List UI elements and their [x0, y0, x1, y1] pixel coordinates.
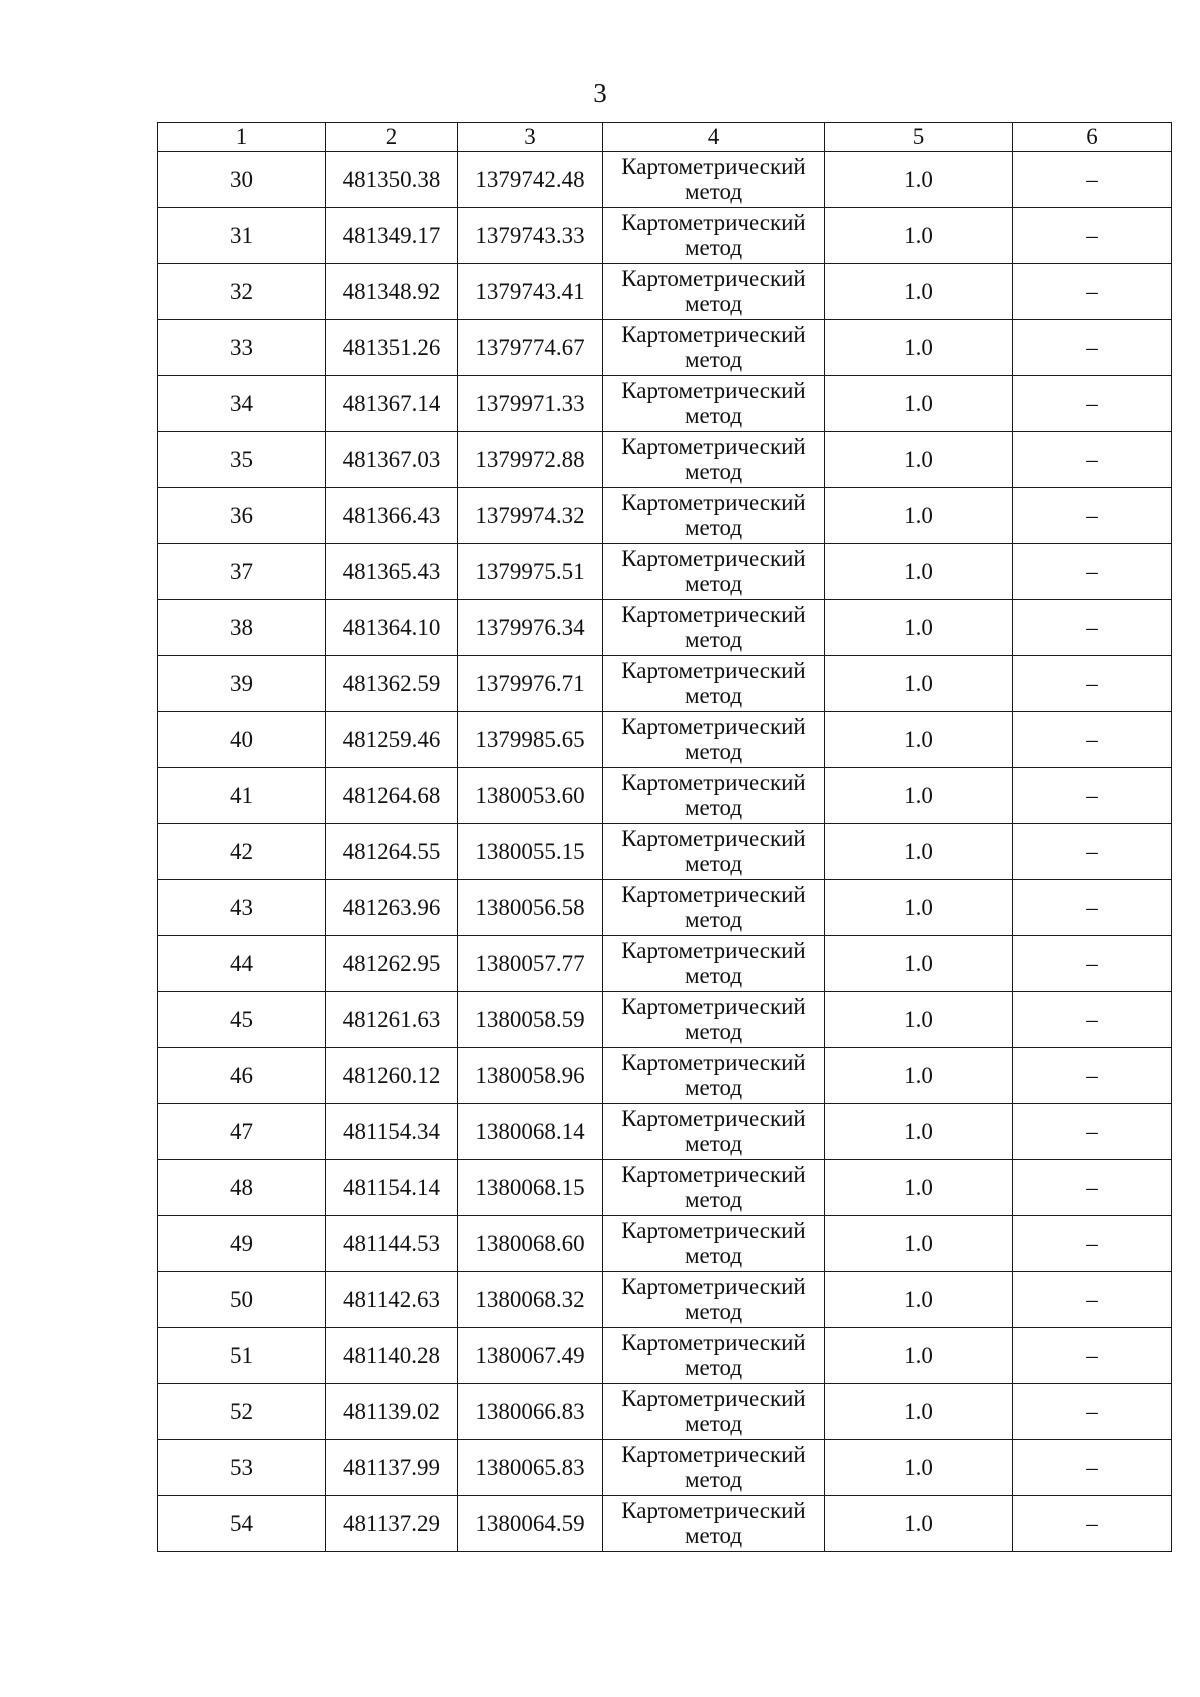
- table-row: [158, 1384, 1172, 1440]
- table-row: [158, 488, 1172, 544]
- accuracy-cell: 1.0: [825, 320, 1013, 376]
- method-cell: [603, 1272, 825, 1328]
- method-line-1: Картометрический: [621, 938, 806, 963]
- y-coordinate-cell: 1379742.48: [458, 152, 603, 208]
- point-number-cell: 50: [158, 1272, 326, 1328]
- accuracy-cell: 1.0: [825, 432, 1013, 488]
- table-row: [158, 824, 1172, 880]
- accuracy-cell: 1.0: [825, 1048, 1013, 1104]
- method-line-2: метод: [684, 1187, 743, 1212]
- method-line-2: метод: [684, 851, 743, 876]
- note-cell: –: [1013, 208, 1172, 264]
- point-number-cell: 32: [158, 264, 326, 320]
- accuracy-cell: 1.0: [825, 712, 1013, 768]
- method-cell: [603, 544, 825, 600]
- point-number-cell: 54: [158, 1496, 326, 1552]
- point-number-cell: 39: [158, 656, 326, 712]
- method-line-1: Картометрический: [621, 378, 806, 403]
- method-line-1: Картометрический: [621, 1050, 806, 1075]
- method-line-1: Картометрический: [621, 266, 806, 291]
- x-coordinate-cell: 481154.34: [326, 1104, 458, 1160]
- method-line-1: Картометрический: [621, 1106, 806, 1131]
- y-coordinate-cell: 1380066.83: [458, 1384, 603, 1440]
- table-row: [158, 544, 1172, 600]
- x-coordinate-cell: 481264.68: [326, 768, 458, 824]
- point-number-cell: 38: [158, 600, 326, 656]
- method-cell: [603, 1496, 825, 1552]
- note-cell: –: [1013, 1216, 1172, 1272]
- y-coordinate-cell: 1380057.77: [458, 936, 603, 992]
- table-row: [158, 656, 1172, 712]
- point-number-cell: 48: [158, 1160, 326, 1216]
- point-number-cell: 52: [158, 1384, 326, 1440]
- method-line-2: метод: [684, 683, 743, 708]
- note-cell: –: [1013, 544, 1172, 600]
- x-coordinate-cell: 481137.99: [326, 1440, 458, 1496]
- x-coordinate-cell: 481366.43: [326, 488, 458, 544]
- accuracy-cell: 1.0: [825, 264, 1013, 320]
- x-coordinate-cell: 481263.96: [326, 880, 458, 936]
- accuracy-cell: 1.0: [825, 1496, 1013, 1552]
- method-line-1: Картометрический: [621, 826, 806, 851]
- note-cell: –: [1013, 1104, 1172, 1160]
- method-cell: [603, 1328, 825, 1384]
- note-cell: –: [1013, 1328, 1172, 1384]
- method-line-2: метод: [684, 347, 743, 372]
- y-coordinate-cell: 1379976.71: [458, 656, 603, 712]
- table-row: [158, 880, 1172, 936]
- table-row: [158, 768, 1172, 824]
- method-cell: [603, 488, 825, 544]
- accuracy-cell: 1.0: [825, 1440, 1013, 1496]
- method-line-2: метод: [684, 963, 743, 988]
- table-row: [158, 1496, 1172, 1552]
- x-coordinate-cell: 481350.38: [326, 152, 458, 208]
- method-line-2: метод: [684, 571, 743, 596]
- method-line-1: Картометрический: [621, 1386, 806, 1411]
- note-cell: –: [1013, 600, 1172, 656]
- table-row: [158, 152, 1172, 208]
- y-coordinate-cell: 1380067.49: [458, 1328, 603, 1384]
- x-coordinate-cell: 481259.46: [326, 712, 458, 768]
- x-coordinate-cell: 481260.12: [326, 1048, 458, 1104]
- method-line-1: Картометрический: [621, 322, 806, 347]
- y-coordinate-cell: 1379743.41: [458, 264, 603, 320]
- header-row: [158, 123, 1172, 152]
- accuracy-cell: 1.0: [825, 152, 1013, 208]
- method-line-1: Картометрический: [621, 994, 806, 1019]
- table-row: [158, 936, 1172, 992]
- table-row: [158, 712, 1172, 768]
- method-line-1: Картометрический: [621, 1274, 806, 1299]
- point-number-cell: 53: [158, 1440, 326, 1496]
- table-row: [158, 376, 1172, 432]
- method-line-1: Картометрический: [621, 546, 806, 571]
- note-cell: –: [1013, 488, 1172, 544]
- table-body: [158, 152, 1172, 1552]
- accuracy-cell: 1.0: [825, 1328, 1013, 1384]
- point-number-cell: 33: [158, 320, 326, 376]
- y-coordinate-cell: 1380058.59: [458, 992, 603, 1048]
- method-line-2: метод: [684, 907, 743, 932]
- table-row: [158, 1160, 1172, 1216]
- x-coordinate-cell: 481139.02: [326, 1384, 458, 1440]
- accuracy-cell: 1.0: [825, 1160, 1013, 1216]
- method-line-2: метод: [684, 235, 743, 260]
- method-line-1: Картометрический: [621, 714, 806, 739]
- y-coordinate-cell: 1380068.14: [458, 1104, 603, 1160]
- y-coordinate-cell: 1380055.15: [458, 824, 603, 880]
- x-coordinate-cell: 481349.17: [326, 208, 458, 264]
- method-cell: [603, 936, 825, 992]
- table-row: [158, 1272, 1172, 1328]
- table-header: [158, 123, 1172, 152]
- method-line-2: метод: [684, 179, 743, 204]
- point-number-cell: 49: [158, 1216, 326, 1272]
- accuracy-cell: 1.0: [825, 600, 1013, 656]
- column-header: 3: [458, 123, 603, 152]
- method-cell: [603, 1104, 825, 1160]
- method-line-2: метод: [684, 1411, 743, 1436]
- note-cell: –: [1013, 824, 1172, 880]
- y-coordinate-cell: 1380064.59: [458, 1496, 603, 1552]
- method-cell: [603, 992, 825, 1048]
- table-row: [158, 992, 1172, 1048]
- accuracy-cell: 1.0: [825, 880, 1013, 936]
- method-line-1: Картометрический: [621, 1218, 806, 1243]
- column-header: 4: [603, 123, 825, 152]
- note-cell: –: [1013, 264, 1172, 320]
- method-line-1: Картометрический: [621, 434, 806, 459]
- note-cell: –: [1013, 152, 1172, 208]
- point-number-cell: 43: [158, 880, 326, 936]
- point-number-cell: 47: [158, 1104, 326, 1160]
- accuracy-cell: 1.0: [825, 768, 1013, 824]
- y-coordinate-cell: 1380053.60: [458, 768, 603, 824]
- method-line-2: метод: [684, 1523, 743, 1548]
- x-coordinate-cell: 481262.95: [326, 936, 458, 992]
- method-cell: [603, 1048, 825, 1104]
- method-cell: [603, 1440, 825, 1496]
- point-number-cell: 40: [158, 712, 326, 768]
- method-line-2: метод: [684, 515, 743, 540]
- point-number-cell: 41: [158, 768, 326, 824]
- x-coordinate-cell: 481367.14: [326, 376, 458, 432]
- method-line-2: метод: [684, 1075, 743, 1100]
- x-coordinate-cell: 481348.92: [326, 264, 458, 320]
- note-cell: –: [1013, 656, 1172, 712]
- method-line-2: метод: [684, 291, 743, 316]
- table-row: [158, 264, 1172, 320]
- method-line-1: Картометрический: [621, 1162, 806, 1187]
- y-coordinate-cell: 1380065.83: [458, 1440, 603, 1496]
- y-coordinate-cell: 1379975.51: [458, 544, 603, 600]
- y-coordinate-cell: 1379774.67: [458, 320, 603, 376]
- method-line-1: Картометрический: [621, 882, 806, 907]
- x-coordinate-cell: 481362.59: [326, 656, 458, 712]
- method-line-1: Картометрический: [621, 658, 806, 683]
- method-line-1: Картометрический: [621, 1442, 806, 1467]
- method-cell: [603, 600, 825, 656]
- method-line-2: метод: [684, 1243, 743, 1268]
- accuracy-cell: 1.0: [825, 656, 1013, 712]
- accuracy-cell: 1.0: [825, 208, 1013, 264]
- method-line-2: метод: [684, 627, 743, 652]
- point-number-cell: 35: [158, 432, 326, 488]
- note-cell: –: [1013, 1384, 1172, 1440]
- method-cell: [603, 264, 825, 320]
- table-row: [158, 1440, 1172, 1496]
- column-header: 6: [1013, 123, 1172, 152]
- table-row: [158, 1048, 1172, 1104]
- method-cell: [603, 152, 825, 208]
- method-line-2: метод: [684, 1019, 743, 1044]
- x-coordinate-cell: 481140.28: [326, 1328, 458, 1384]
- table-row: [158, 1216, 1172, 1272]
- column-header: 5: [825, 123, 1013, 152]
- x-coordinate-cell: 481144.53: [326, 1216, 458, 1272]
- note-cell: –: [1013, 768, 1172, 824]
- y-coordinate-cell: 1380068.15: [458, 1160, 603, 1216]
- accuracy-cell: 1.0: [825, 488, 1013, 544]
- x-coordinate-cell: 481154.14: [326, 1160, 458, 1216]
- point-number-cell: 31: [158, 208, 326, 264]
- y-coordinate-cell: 1380068.60: [458, 1216, 603, 1272]
- accuracy-cell: 1.0: [825, 1104, 1013, 1160]
- method-cell: [603, 432, 825, 488]
- note-cell: –: [1013, 880, 1172, 936]
- point-number-cell: 46: [158, 1048, 326, 1104]
- accuracy-cell: 1.0: [825, 1384, 1013, 1440]
- point-number-cell: 44: [158, 936, 326, 992]
- point-number-cell: 37: [158, 544, 326, 600]
- method-cell: [603, 880, 825, 936]
- note-cell: –: [1013, 712, 1172, 768]
- method-line-2: метод: [684, 1355, 743, 1380]
- y-coordinate-cell: 1379972.88: [458, 432, 603, 488]
- column-header: 2: [326, 123, 458, 152]
- method-cell: [603, 824, 825, 880]
- note-cell: –: [1013, 936, 1172, 992]
- x-coordinate-cell: 481364.10: [326, 600, 458, 656]
- note-cell: –: [1013, 376, 1172, 432]
- column-header: 1: [158, 123, 326, 152]
- method-line-1: Картометрический: [621, 154, 806, 179]
- method-cell: [603, 712, 825, 768]
- accuracy-cell: 1.0: [825, 544, 1013, 600]
- note-cell: –: [1013, 432, 1172, 488]
- x-coordinate-cell: 481351.26: [326, 320, 458, 376]
- method-cell: [603, 1216, 825, 1272]
- method-line-1: Картометрический: [621, 602, 806, 627]
- table-row: [158, 1328, 1172, 1384]
- accuracy-cell: 1.0: [825, 992, 1013, 1048]
- note-cell: –: [1013, 992, 1172, 1048]
- method-line-2: метод: [684, 1467, 743, 1492]
- x-coordinate-cell: 481264.55: [326, 824, 458, 880]
- method-cell: [603, 656, 825, 712]
- page-number: 3: [593, 78, 607, 108]
- accuracy-cell: 1.0: [825, 1216, 1013, 1272]
- method-line-2: метод: [684, 795, 743, 820]
- method-line-2: метод: [684, 403, 743, 428]
- point-number-cell: 45: [158, 992, 326, 1048]
- y-coordinate-cell: 1379976.34: [458, 600, 603, 656]
- method-line-1: Картометрический: [621, 1498, 806, 1523]
- y-coordinate-cell: 1379985.65: [458, 712, 603, 768]
- method-cell: [603, 208, 825, 264]
- method-cell: [603, 768, 825, 824]
- note-cell: –: [1013, 1048, 1172, 1104]
- x-coordinate-cell: 481365.43: [326, 544, 458, 600]
- x-coordinate-cell: 481367.03: [326, 432, 458, 488]
- table-row: [158, 208, 1172, 264]
- method-cell: [603, 320, 825, 376]
- method-line-2: метод: [684, 1131, 743, 1156]
- y-coordinate-cell: 1380068.32: [458, 1272, 603, 1328]
- table-row: [158, 1104, 1172, 1160]
- method-cell: [603, 376, 825, 432]
- point-number-cell: 34: [158, 376, 326, 432]
- point-number-cell: 36: [158, 488, 326, 544]
- method-line-1: Картометрический: [621, 210, 806, 235]
- y-coordinate-cell: 1379971.33: [458, 376, 603, 432]
- method-cell: [603, 1160, 825, 1216]
- note-cell: –: [1013, 1496, 1172, 1552]
- method-line-1: Картометрический: [621, 490, 806, 515]
- note-cell: –: [1013, 320, 1172, 376]
- table-row: [158, 432, 1172, 488]
- method-line-1: Картометрический: [621, 1330, 806, 1355]
- method-line-2: метод: [684, 1299, 743, 1324]
- accuracy-cell: 1.0: [825, 1272, 1013, 1328]
- x-coordinate-cell: 481142.63: [326, 1272, 458, 1328]
- point-number-cell: 42: [158, 824, 326, 880]
- y-coordinate-cell: 1380056.58: [458, 880, 603, 936]
- table-row: [158, 600, 1172, 656]
- method-line-2: метод: [684, 459, 743, 484]
- y-coordinate-cell: 1379743.33: [458, 208, 603, 264]
- note-cell: –: [1013, 1160, 1172, 1216]
- accuracy-cell: 1.0: [825, 376, 1013, 432]
- accuracy-cell: 1.0: [825, 936, 1013, 992]
- coordinates-table: [157, 122, 1172, 1552]
- y-coordinate-cell: 1380058.96: [458, 1048, 603, 1104]
- point-number-cell: 51: [158, 1328, 326, 1384]
- x-coordinate-cell: 481137.29: [326, 1496, 458, 1552]
- accuracy-cell: 1.0: [825, 824, 1013, 880]
- method-cell: [603, 1384, 825, 1440]
- method-line-1: Картометрический: [621, 770, 806, 795]
- note-cell: –: [1013, 1440, 1172, 1496]
- table-row: [158, 320, 1172, 376]
- y-coordinate-cell: 1379974.32: [458, 488, 603, 544]
- point-number-cell: 30: [158, 152, 326, 208]
- note-cell: –: [1013, 1272, 1172, 1328]
- x-coordinate-cell: 481261.63: [326, 992, 458, 1048]
- method-line-2: метод: [684, 739, 743, 764]
